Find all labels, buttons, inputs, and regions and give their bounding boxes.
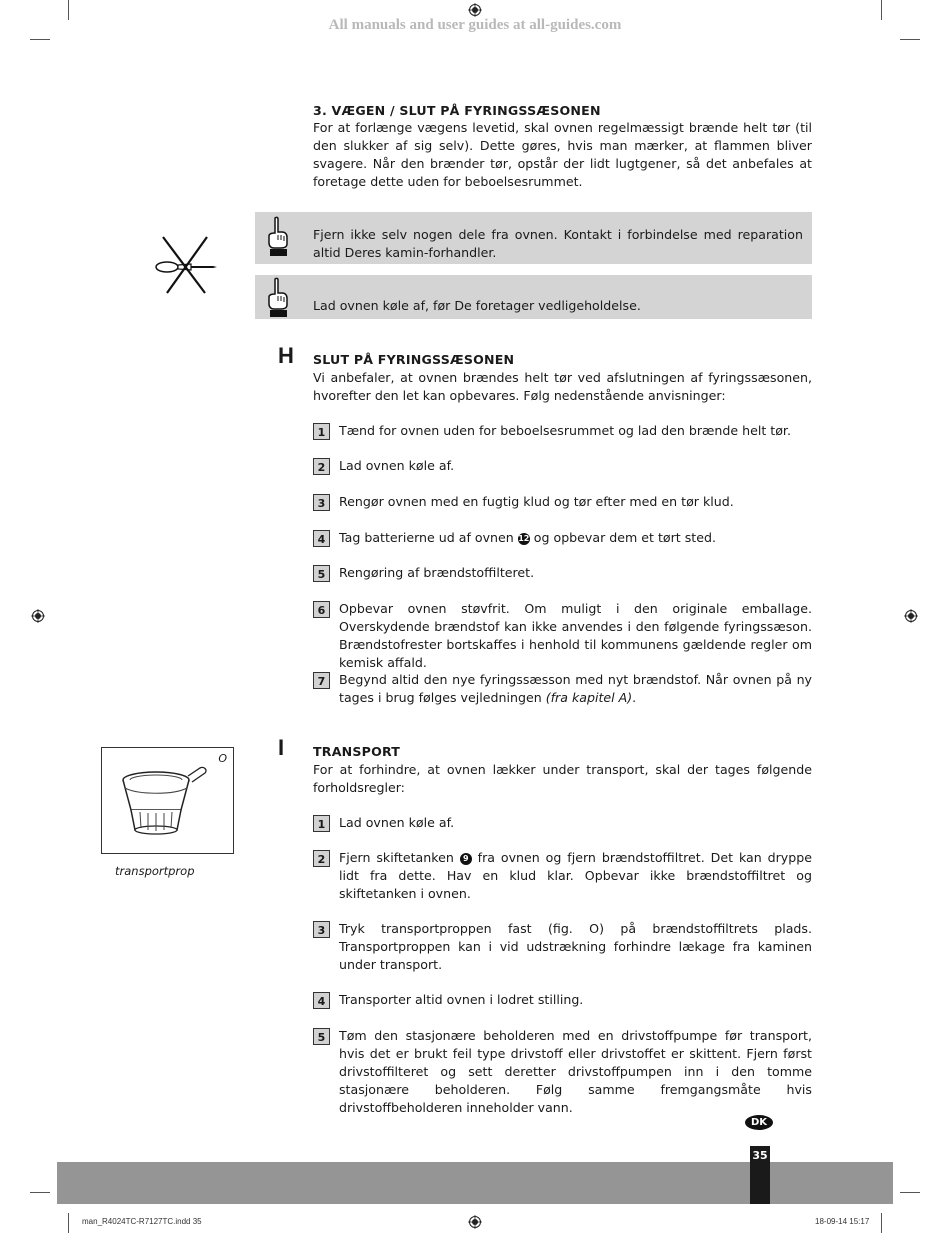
reference-number-icon: 12 [518, 534, 530, 543]
section-heading: TRANSPORT [313, 744, 401, 759]
section-3-text: For at forlænge vægens levetid, skal ovnen regelmæssigt brænde helt tør (til den slukker af sig selv). Dette gøres, hvis man mærker, at flammen bliver svagere. Når den brænder tør, opstår der lidt lugtgener, så det anbefales at foretage dette uden for beboelsesrummet. [313, 120, 812, 189]
step-text: Tag batterierne ud af ovnen 12 og opbevar dem et tørt sted. [339, 530, 716, 545]
step-number: 5 [313, 565, 330, 582]
section-letter: I [278, 735, 285, 760]
step-number: 4 [313, 992, 330, 1009]
section-heading: SLUT PÅ FYRINGSSÆSONEN [313, 352, 515, 367]
crop-mark [30, 39, 50, 40]
step-text: Rengøring af brændstoffilteret. [339, 565, 535, 580]
figure-caption: transportprop [115, 864, 195, 878]
slug-filename: man_R4024TC-R7127TC.indd 35 [82, 1217, 202, 1226]
registration-mark-icon [468, 1215, 482, 1229]
pointing-hand-icon [266, 216, 290, 258]
step-text: Opbevar ovnen støvfrit. Om muligt i den originale emballage. Overskydende brændstof kan ikke anvendes i den følgende fyringssæson. Brændstofrester bortskaffes i henhold til kommunens gældende regler om kemisk affald. [339, 601, 812, 670]
no-screwdriver-icon [153, 233, 221, 297]
figure-letter: O [218, 752, 227, 765]
crop-mark [900, 39, 920, 40]
step-text: Transporter altid ovnen i lodret stilling. [339, 992, 584, 1007]
step-text: Tryk transportproppen fast (fig. O) på brændstoffiltrets plads. Transportproppen kan i vid udstrækning forhindre lækage fra kaminen under transport. [339, 921, 812, 972]
warning-box [255, 275, 812, 319]
crop-mark [900, 1192, 920, 1193]
step-text: Tænd for ovnen uden for beboelsesrummet og lad den brænde helt tør. [339, 423, 791, 438]
reference-number-icon: 9 [460, 853, 472, 865]
step-number: 2 [313, 458, 330, 475]
step-number: 2 [313, 850, 330, 867]
registration-mark-icon [468, 3, 482, 17]
step-number: 4 [313, 530, 330, 547]
crop-mark [881, 1213, 882, 1233]
step-text: Fjern skiftetanken 9 fra ovnen og fjern brændstoffiltret. Det kan dryppe lidt fra dette. Hav en klud klar. Opbevar ikke brændstoffiltret og skiftetanken i ovnen. [339, 850, 812, 901]
pointing-hand-icon [266, 277, 290, 319]
page-number: 35 [750, 1146, 770, 1204]
transport-plug-icon [118, 762, 214, 840]
crop-mark [68, 1213, 69, 1233]
figure-transport-plug [101, 747, 234, 854]
warning-box [255, 212, 812, 264]
warning-text: Fjern ikke selv nogen dele fra ovnen. Kontakt i forbindelse med reparation altid Deres kamin-forhandler. [313, 227, 803, 260]
step-text: Lad ovnen køle af. [339, 458, 455, 473]
step-text: Tøm den stasjonære beholderen med en drivstoffpumpe før transport, hvis det er brukt feil type drivstoff eller drivstoffet er skittent. Fjern først drivstoffilteret og sett deretter drivstoffpumpen inn i den tomme stasjonære beholderen. Følg samme fremgangsmåte hvis drivstoffbeholderen inneholder vann. [339, 1028, 812, 1115]
step-number: 7 [313, 672, 330, 689]
step-number: 3 [313, 494, 330, 511]
step-text: Lad ovnen køle af. [339, 815, 455, 830]
warning-text: Lad ovnen køle af, før De foretager vedligeholdelse. [313, 298, 641, 313]
section-3-heading: 3. VÆGEN / SLUT PÅ FYRINGSSÆSONEN [313, 103, 601, 118]
registration-mark-icon [31, 609, 45, 623]
step-number: 5 [313, 1028, 330, 1045]
step-text: Begynd altid den nye fyringssæsson med nyt brændstof. Når ovnen på ny tages i brug følges vejledningen (fra kapitel A). [339, 672, 812, 705]
section-intro: For at forhindre, at ovnen lækker under transport, skal der tages følgende forholdsregler: [313, 762, 812, 795]
slug-timestamp: 18-09-14 15:17 [815, 1217, 870, 1226]
registration-mark-icon [904, 609, 918, 623]
watermark: All manuals and user guides at all-guides.com [328, 17, 622, 33]
step-number: 1 [313, 815, 330, 832]
section-intro: Vi anbefaler, at ovnen brændes helt tør ved afslutningen af fyringssæsonen, hvorefter den let kan opbevares. Følg nedenstående anvisninger: [313, 370, 812, 403]
section-letter: H [278, 343, 294, 368]
step-number: 6 [313, 601, 330, 618]
step-number: 3 [313, 921, 330, 938]
step-text: Rengør ovnen med en fugtig klud og tør efter med en tør klud. [339, 494, 734, 509]
language-badge: DK [745, 1115, 773, 1130]
step-number: 1 [313, 423, 330, 440]
crop-mark [30, 1192, 50, 1193]
